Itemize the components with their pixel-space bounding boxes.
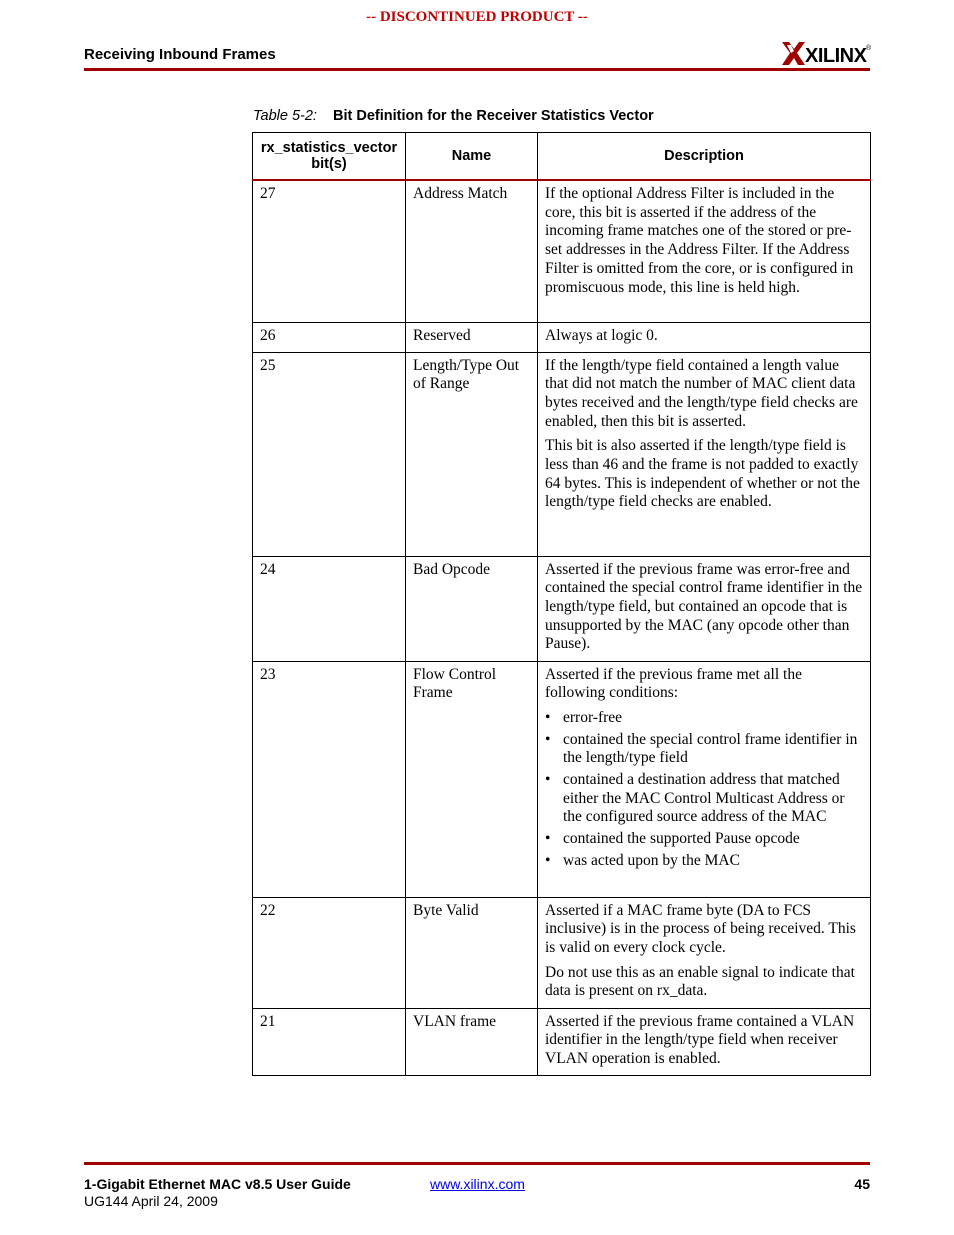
footer-guide-title: 1-Gigabit Ethernet MAC v8.5 User Guide xyxy=(84,1176,351,1192)
footer-website-link[interactable]: www.xilinx.com xyxy=(430,1176,525,1192)
cell-name: Bad Opcode xyxy=(406,556,538,661)
header-description: Description xyxy=(538,133,871,181)
footer-doc-id: UG144 April 24, 2009 xyxy=(84,1193,218,1209)
footer-rule xyxy=(84,1162,870,1165)
cell-bit: 26 xyxy=(253,322,406,352)
table-row xyxy=(253,556,871,661)
condition-list xyxy=(545,709,863,871)
table-row xyxy=(253,352,871,556)
description-paragraph: If the length/type field contained a length value that did not match the number of MAC client data bytes received and the length/type field checks are enabled, then this bit is asserted. xyxy=(545,356,858,430)
cell-description xyxy=(538,1008,871,1075)
cell-bit: 21 xyxy=(253,1008,406,1075)
cell-name: Byte Valid xyxy=(406,897,538,1008)
table-caption-title: Bit Definition for the Receiver Statistics Vector xyxy=(333,108,654,124)
cell-description xyxy=(538,556,871,661)
description-paragraph: Asserted if the previous frame contained a VLAN identifier in the length/type field when receiver VLAN operation is enabled. xyxy=(545,1012,855,1067)
cell-name: Flow Control Frame xyxy=(406,661,538,897)
logo-text: XILINX xyxy=(805,45,867,67)
rx-statistics-table xyxy=(252,132,871,1076)
cell-name: Reserved xyxy=(406,322,538,352)
logo-registered: ® xyxy=(866,45,872,52)
table-caption-label: Table 5-2: xyxy=(253,108,317,124)
table-row xyxy=(253,180,871,322)
table-row xyxy=(253,1008,871,1075)
cell-name: Length/Type Out of Range xyxy=(406,352,538,556)
cell-description xyxy=(538,322,871,352)
cell-name: Address Match xyxy=(406,180,538,322)
description-paragraph: Asserted if the previous frame was error-free and contained the special control frame identifier in the length/type field, but contained an opcode that is unsupported by the MAC (any opcode other than Pause). xyxy=(545,560,863,653)
header-name: Name xyxy=(406,133,538,181)
table-header-row xyxy=(253,133,871,181)
list-item: • was acted upon by the MAC xyxy=(563,852,863,871)
xilinx-logo xyxy=(780,38,872,70)
description-paragraph: This bit is also asserted if the length/type field is less than 46 and the frame is not padded to exactly 64 bytes. This is independent of whether or not the length/type field checks are enabled. xyxy=(545,437,860,511)
header-bits xyxy=(253,133,406,181)
list-item: • contained a destination address that matched either the MAC Control Multicast Address or the configured source address of the MAC xyxy=(563,771,863,827)
cell-description xyxy=(538,897,871,1008)
table-caption xyxy=(253,108,654,124)
cell-bit: 23 xyxy=(253,661,406,897)
table-row xyxy=(253,661,871,897)
section-title: Receiving Inbound Frames xyxy=(84,46,276,63)
cell-bit: 24 xyxy=(253,556,406,661)
discontinued-banner: -- DISCONTINUED PRODUCT -- xyxy=(366,9,588,25)
table-row xyxy=(253,897,871,1008)
page-number: 45 xyxy=(854,1176,870,1192)
cell-description xyxy=(538,352,871,556)
description-paragraph: Asserted if the previous frame met all the following conditions: xyxy=(545,665,802,702)
cell-description xyxy=(538,180,871,322)
description-paragraph: Always at logic 0. xyxy=(545,326,658,344)
list-item: • contained the special control frame identifier in the length/type field xyxy=(563,731,863,768)
list-item: • error-free xyxy=(563,709,863,728)
cell-name: VLAN frame xyxy=(406,1008,538,1075)
header-bits-line1: rx_statistics_vector xyxy=(260,140,398,156)
cell-description xyxy=(538,661,871,897)
cell-bit: 25 xyxy=(253,352,406,556)
description-paragraph: Asserted if a MAC frame byte (DA to FCS inclusive) is in the process of being received. This is valid on every clock cycle. xyxy=(545,901,856,956)
header-rule xyxy=(84,68,870,71)
list-item: • contained the supported Pause opcode xyxy=(563,830,863,849)
header-bits-line2: bit(s) xyxy=(311,156,347,172)
table-row xyxy=(253,322,871,352)
cell-bit: 27 xyxy=(253,180,406,322)
description-paragraph: Do not use this as an enable signal to indicate that data is present on rx_data. xyxy=(545,963,855,1000)
description-paragraph: If the optional Address Filter is included in the core, this bit is asserted if the address of the incoming frame matches one of the stored or pre-set addresses in the Address Filter. If the Address Filter is omitted from the core, or is configured in promiscuous mode, this line is held high. xyxy=(545,185,854,296)
cell-bit: 22 xyxy=(253,897,406,1008)
